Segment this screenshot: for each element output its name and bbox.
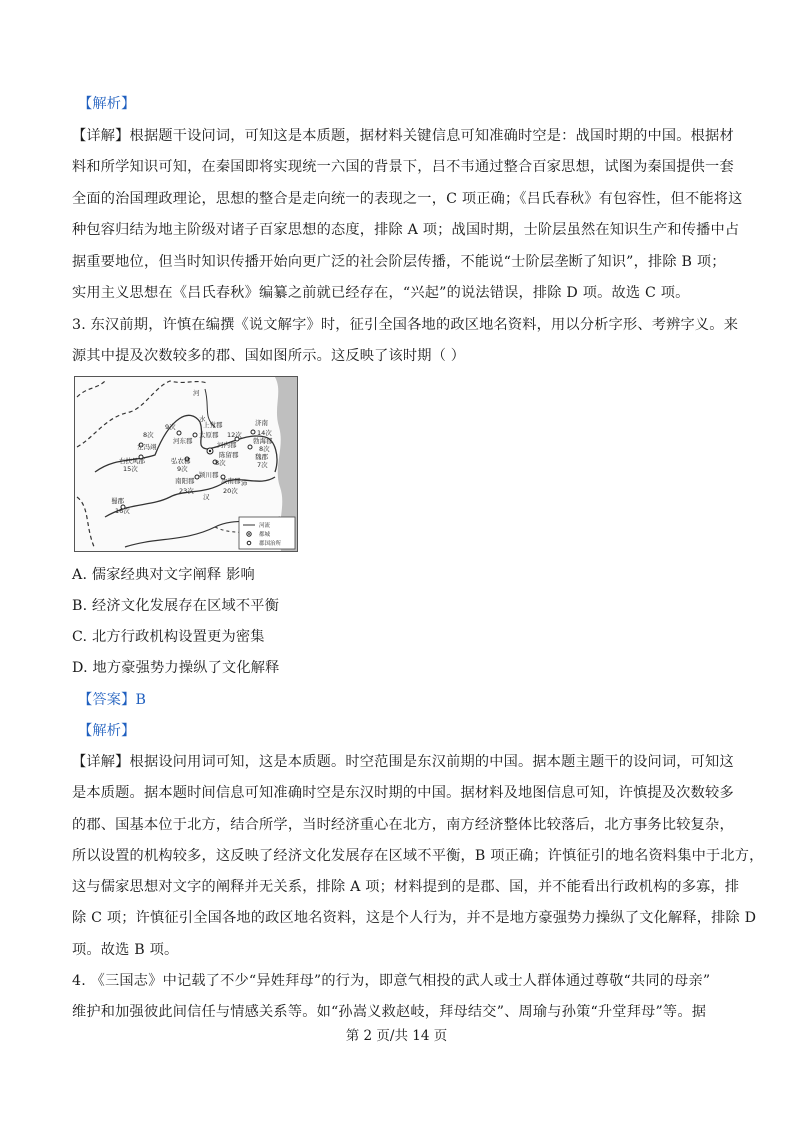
luoyang-capital-dot [209, 450, 211, 452]
answer-line [78, 690, 146, 710]
page-footer: 第 2 页/共 14 页 [345, 1028, 448, 1044]
answer-text: 【答案】B [78, 692, 147, 708]
western-border [77, 497, 95, 549]
analysis-heading: 【解析】 [78, 96, 136, 112]
detail-text-line: 项。故选 B 项。 [72, 942, 179, 958]
jinan-marker [251, 430, 255, 434]
map-label-place: 勃海郡 [253, 437, 273, 445]
map-label-count: 8次 [259, 445, 270, 453]
map-label-place: 蜀郡 [111, 497, 124, 505]
question-4-stem: 4. 《三国志》中记载了不少“异姓拜母”的行为，即意气相投的武人或士人群体通过尊敬“共同的母亲” [72, 973, 711, 989]
map-label-count: 9次 [165, 423, 176, 431]
legend-river-label: 河流 [259, 523, 271, 529]
map-label-place: 汝南郡 [221, 477, 241, 485]
detail-text-line: 料和所学知识可知，在秦国即将实现统一六国的背景下，吕不韦通过整合百家思想，试图为秦国提供一套 [72, 159, 734, 175]
map-label-count: 7次 [257, 461, 268, 469]
question-3-stem: 源其中提及次数较多的郡、国如图所示。这反映了该时期（ ） [72, 348, 466, 364]
detail-text-line: 种包容归结为地主阶级对诸子百家思想的态度，排除 A 项；战国时期，士阶层虽然在知识生产和传播中占 [72, 222, 740, 238]
map-label-place: 右扶风郡 [119, 457, 145, 465]
map-label-count: 8次 [215, 459, 226, 467]
map-label-place: 太原郡 [199, 431, 219, 439]
detail-text-line: 所以设置的机构较多，这反映了经济文化发展存在区域不平衡，B 项正确；许慎征引的地名资料集中于北方， [72, 848, 764, 864]
map-label-place: 上党郡 [203, 421, 223, 429]
map-label-count: 12次 [227, 431, 242, 439]
legend-capital-label: 都城 [259, 532, 271, 538]
map-label-shui: 水 [199, 415, 206, 423]
map-label-place: 左冯翊 [137, 443, 157, 451]
option-d: D. 地方豪强势力操纵了文化解释 [72, 660, 280, 676]
legend-capital-dot [248, 533, 250, 535]
map-label-count: 23次 [179, 487, 194, 495]
option-a: A. 儒家经典对文字阐释 影响 [72, 567, 255, 583]
hedong-marker [177, 431, 181, 435]
legend-seat-label: 郡国治所 [259, 541, 282, 547]
northwest-border [77, 381, 105, 397]
map-label-place: 弘农郡 [171, 457, 191, 465]
bohai-marker [248, 445, 252, 449]
legend-seat-symbol [247, 541, 251, 545]
analysis-heading: 【解析】 [78, 723, 136, 739]
detail-text-line: 【详解】根据题干设问词，可知这是本质题，据材料关键信息可知准确时空是：战国时期的中国。根据材 [72, 128, 734, 144]
map-label-place: 沛 [241, 479, 248, 487]
map-label-count: 14次 [257, 429, 272, 437]
map-label-place: 河内郡 [217, 441, 237, 449]
shangdang-marker [193, 433, 197, 437]
map-label-han: 汉 [203, 493, 210, 501]
map-graphic [75, 377, 297, 551]
map-label-place: 魏郡 [255, 453, 268, 461]
map-label-place: 济南 [255, 419, 268, 427]
eastern-han-map [74, 376, 298, 552]
detail-text-line: 除 C 项；许慎征引全国各地的政区地名资料，这是个人行为，并不是地方豪强势力操纵了文化解释，排除 D [72, 910, 757, 926]
map-label-place: 河东郡 [173, 437, 193, 445]
detail-text-line: 全面的治国理政理论，思想的整合是走向统一的表现之一，C 项正确；《吕氏春秋》有包容性，但不能将这 [72, 191, 743, 207]
map-label-count: 15次 [123, 465, 138, 473]
detail-text-line: 这与儒家思想对文字的阐释并无关系，排除 A 项；材料提到的是郡、国，并不能看出行政机构的多寡，排 [72, 879, 740, 895]
detail-text-line: 据重要地位，但当时知识传播开始向更广泛的社会阶层传播，不能说“士阶层垄断了知识”，排除 B 项； [72, 254, 726, 270]
map-label-place: 南阳郡 [175, 477, 195, 485]
map-label-count: 8次 [143, 431, 154, 439]
option-b: B. 经济文化发展存在区域不平衡 [72, 598, 280, 614]
map-label-count: 9次 [177, 465, 188, 473]
question-4-stem: 维护和加强彼此间信任与情感关系等。如“孙嵩义救赵岐，拜母结交”、周瑜与孙策“升堂拜母”等。据 [72, 1004, 707, 1020]
detail-text-line: 【详解】根据设问用词可知，这是本质题。时空范围是东汉前期的中国。据本题主题干的设问词，可知这 [72, 754, 734, 770]
map-label-place: 陈留郡 [219, 451, 239, 459]
question-3-stem: 3. 东汉前期，许慎在编撰《说文解字》时，征引全国各地的政区地名资料，用以分析字形、考辨字义。来 [72, 317, 739, 333]
map-label-place: 颍川郡 [199, 471, 219, 479]
map-label-count: 20次 [223, 487, 238, 495]
detail-text-line: 是本质题。据本题时间信息可知准确时空是东汉时期的中国。据材料及地图信息可知，许慎提及次数较多 [72, 785, 734, 801]
option-c: C. 北方行政机构设置更为密集 [72, 629, 265, 645]
map-label-count: 16次 [115, 507, 130, 515]
map-label-river: 河 [193, 389, 200, 397]
detail-text-line: 的郡、国基本位于北方，结合所学，当时经济重心在北方，南方经济整体比较落后，北方事务比较复杂， [72, 817, 734, 833]
detail-text-line: 实用主义思想在《吕氏春秋》编纂之前就已经存在，“兴起”的说法错误，排除 D 项。故选 C 项。 [72, 285, 690, 301]
